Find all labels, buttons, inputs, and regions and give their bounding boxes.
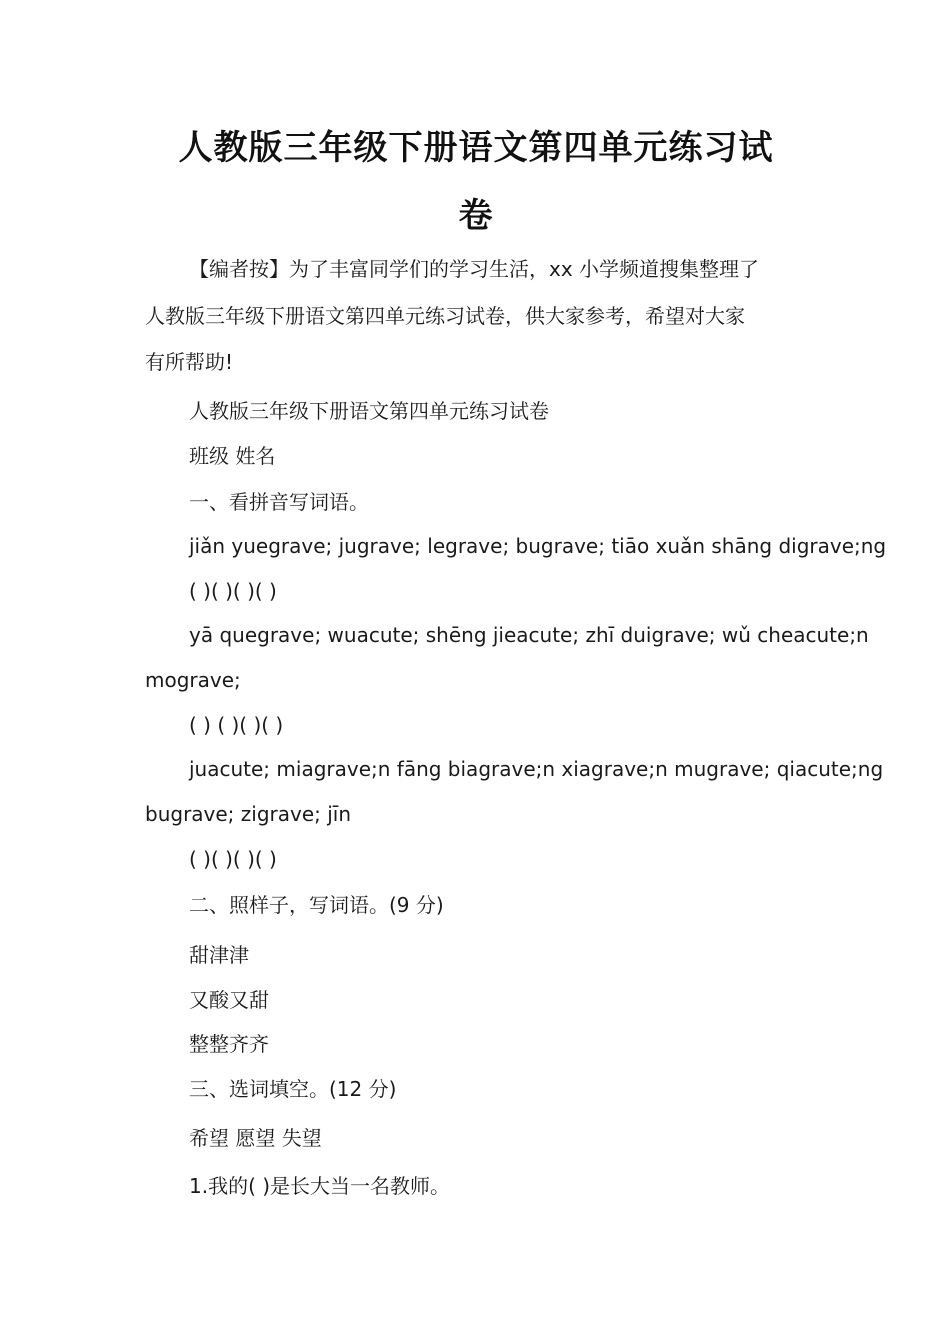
blanks-line-3: ( )( )( )( ) [189, 847, 277, 871]
document-title-line-2: 卷 [458, 196, 494, 236]
intro-paragraph-line-2: 人教版三年级下册语文第四单元练习试卷，供大家参考，希望对大家 [145, 304, 745, 328]
section-1-heading: 一、看拼音写词语。 [189, 490, 369, 514]
class-name-line: 班级 姓名 [189, 444, 276, 468]
pinyin-line-3b: bugrave; zigrave; jīn [145, 802, 352, 826]
example-word-3: 整整齐齐 [189, 1032, 269, 1056]
pinyin-line-2a: yā quegrave; wuacute; shēng jieacute; zhī duigrave; wǔ cheacute;n [189, 623, 869, 647]
example-word-2: 又酸又甜 [189, 988, 269, 1012]
blanks-line-1: ( )( )( )( ) [189, 579, 277, 603]
intro-paragraph-line-3: 有所帮助! [145, 350, 234, 374]
document-title-line-1: 人教版三年级下册语文第四单元练习试 [178, 128, 774, 168]
question-1: 1.我的( )是长大当一名教师。 [189, 1174, 451, 1198]
pinyin-line-3a: juacute; miagrave;n fāng biagrave;n xiagrave;n mugrave; qiacute;ng [189, 757, 884, 781]
word-choices: 希望 愿望 失望 [189, 1126, 322, 1150]
example-word-1: 甜津津 [189, 943, 249, 967]
pinyin-line-2b: mograve; [145, 668, 241, 692]
section-3-heading: 三、选词填空。(12 分) [189, 1077, 397, 1101]
blanks-line-2: ( ) ( )( )( ) [189, 713, 284, 737]
section-2-heading: 二、照样子，写词语。(9 分) [189, 893, 444, 917]
pinyin-line-1: jiǎn yuegrave; jugrave; legrave; bugrave; tiāo xuǎn shāng digrave;ng [189, 534, 887, 558]
intro-paragraph-line-1: 【编者按】为了丰富同学们的学习生活，xx 小学频道搜集整理了 [189, 257, 760, 281]
subtitle: 人教版三年级下册语文第四单元练习试卷 [189, 399, 549, 423]
